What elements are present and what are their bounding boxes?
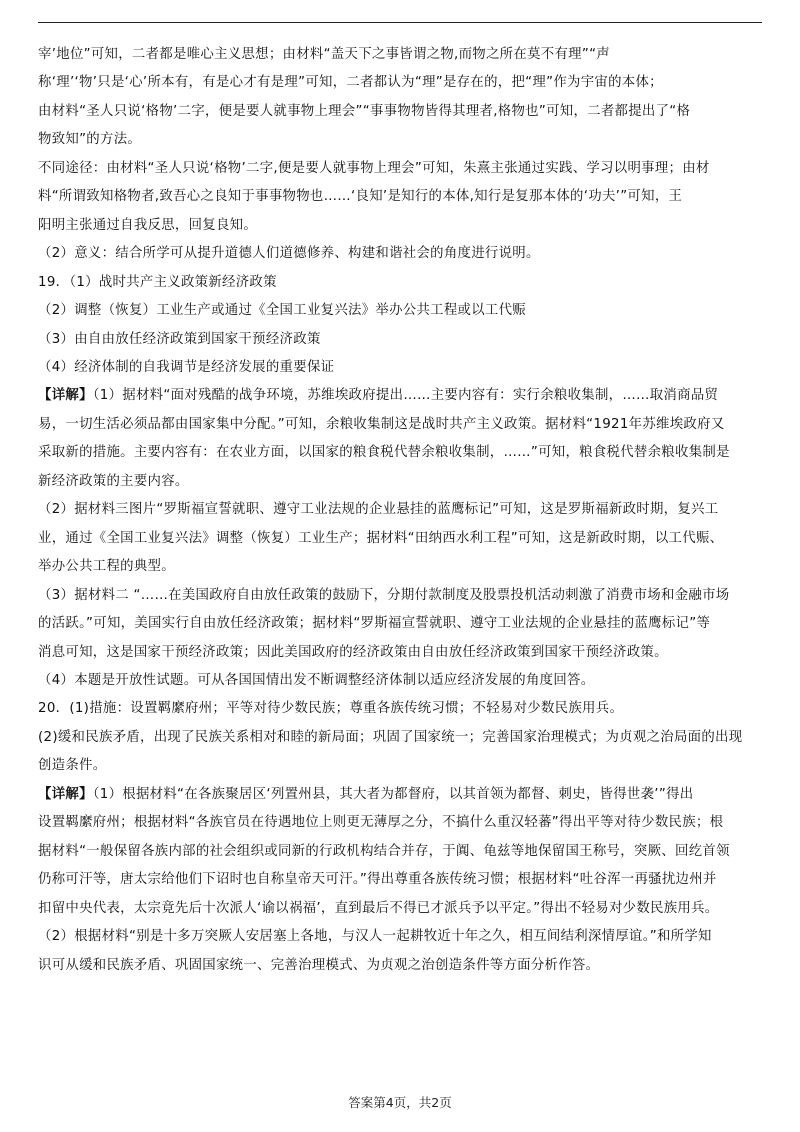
text-line: （3）由自由放任经济政策到国家干预经济政策 xyxy=(38,331,321,347)
answer-20-heading: 20．(1)措施：设置羁縻府州；平等对待少数民族；尊重各族传统习惯；不轻易对少数民族用兵。 xyxy=(38,701,624,717)
header-rule xyxy=(38,22,762,23)
text-line: 仍称可汗等，唐太宗给他们下诏时也自称皇帝天可汗。”得出尊重各族传统习惯；根据材料“吐谷浑一再骚扰边州并 xyxy=(38,872,717,888)
text-line: （2）根据材料“别是十多万突厥人安居塞上各地，与汉人一起耕牧近十年之久，相互间结利深情厚谊。”和所学知 xyxy=(38,929,712,945)
text-line: 消息可知，这是国家干预经济政策；因此美国政府的经济政策由自由放任经济政策到国家干预经济政策。 xyxy=(38,644,668,660)
text-line: 易，一切生活必须品都由国家集中分配。”可知，余粮收集制这是战时共产主义政策。据材料“1921年苏维埃政府又 xyxy=(38,416,725,432)
text-line: （4）经济体制的自我调节是经济发展的重要保证 xyxy=(38,359,335,375)
answer-19-heading: 19．（1）战时共产主义政策新经济政策 xyxy=(38,274,277,290)
text-line: 宰’地位”可知，二者都是唯心主义思想；由材料“盖天下之事皆谓之物,而物之所在莫不有理”“声 xyxy=(38,47,610,62)
explanation-line: 【详解】（1）根据材料“在各族聚居区‘列置州县，其大者为都督府，以其首领为都督、刺史，皆得世袭’”得出 xyxy=(38,786,694,802)
text-line: 采取新的措施。主要内容有：在农业方面，以国家的粮食税代替余粮收集制，……”可知，粮食税代替余粮收集制是 xyxy=(38,445,730,461)
text-line: 称‘理’‘物’只是‘心’所本有，有是心才有是理”可知，二者都认为“理”是存在的，把“理”作为宇宙的本体； xyxy=(38,75,663,91)
text-line: 不同途径：由材料“圣人只说‘格物’二字,便是要人就事物上理会”可知，朱熹主张通过实践、学习以明事理；由材 xyxy=(38,160,710,176)
text-line: 料“所谓致知格物者,致吾心之良知于事事物物也……‘良知’是知行的本体,知行是复那本体的‘功夫’”可知，王 xyxy=(38,189,683,205)
text-line: 业，通过《全国工业复兴法》调整（恢复）工业生产；据材料“田纳西水利工程”可知，这是新政时期，以工代赈、 xyxy=(38,530,724,546)
page-footer: 答案第4页，共2页 xyxy=(348,1095,452,1110)
text-line: 新经济政策的主要内容。 xyxy=(38,473,189,489)
explanation-marker: 【详解】 xyxy=(38,388,93,404)
text-line: 据材料“一般保留各族内部的社会组织或同新的行政机构结合并存，于阗、龟兹等地保留国王称号，突厥、回纥首领 xyxy=(38,843,730,859)
text-line: 阳明主张通过自我反思，回复良知。 xyxy=(38,217,258,233)
text-line: 由材料“圣人只说‘格物’二字，便是要人就事物上理会”“事事物物皆得其理者,格物也”可知，二者都提出了“格 xyxy=(38,103,691,119)
explanation-marker: 【详解】 xyxy=(38,786,93,802)
text-line: 举办公共工程的典型。 xyxy=(38,559,175,575)
text-line: 设置羁縻府州；根据材料“各族官员在待遇地位上则更无薄厚之分，不搞什么重汉轻蕃”得出平等对待少数民族；根 xyxy=(38,815,724,831)
text-line: 的活跃。”可知，美国实行自由放任经济政策；据材料“罗斯福宣誓就职、遵守工业法规的企业悬挂的蓝鹰标记”等 xyxy=(38,616,711,632)
text-line: （2）据材料三图片“罗斯福宣誓就职、遵守工业法规的企业悬挂的蓝鹰标记”可知，这是罗斯福新政时期，复兴工 xyxy=(38,502,719,518)
text-line: 创造条件。 xyxy=(38,758,107,774)
explanation-line: 【详解】（1）据材料“面对残酷的战争环境，苏维埃政府提出……主要内容有：实行余粮收集制，……取消商品贸 xyxy=(38,388,719,404)
text-line: (2)缓和民族矛盾，出现了民族关系相对和睦的新局面；巩固了国家统一；完善国家治理模式；为贞观之治局面的出现 xyxy=(38,729,743,745)
answer-text-body xyxy=(38,41,766,980)
text-line: 识可从缓和民族矛盾、巩固国家统一、完善治理模式、为贞观之治创造条件等方面分析作答。 xyxy=(38,957,600,973)
text-line: （2）意义：结合所学可从提升道德人们道德修养、构建和谐社会的角度进行说明。 xyxy=(38,246,540,262)
text-line: 物致知”的方法。 xyxy=(38,132,142,148)
text-line: 扣留中央代表，太宗竟先后十次派人‘谕以祸福’，直到最后不得已才派兵予以平定。”得出不轻易对少数民族用兵。 xyxy=(38,900,719,916)
text-line: （2）调整（恢复）工业生产或通过《全国工业复兴法》举办公共工程或以工代赈 xyxy=(38,303,526,319)
text-line: （3）据材料二 “……在美国政府自由放任政策的鼓励下，分期付款制度及股票投机活动刺激了消费市场和金融市场 xyxy=(38,587,730,603)
text-line: （4）本题是开放性试题。可从各国国情出发不断调整经济体制以适应经济发展的角度回答。 xyxy=(38,672,595,688)
